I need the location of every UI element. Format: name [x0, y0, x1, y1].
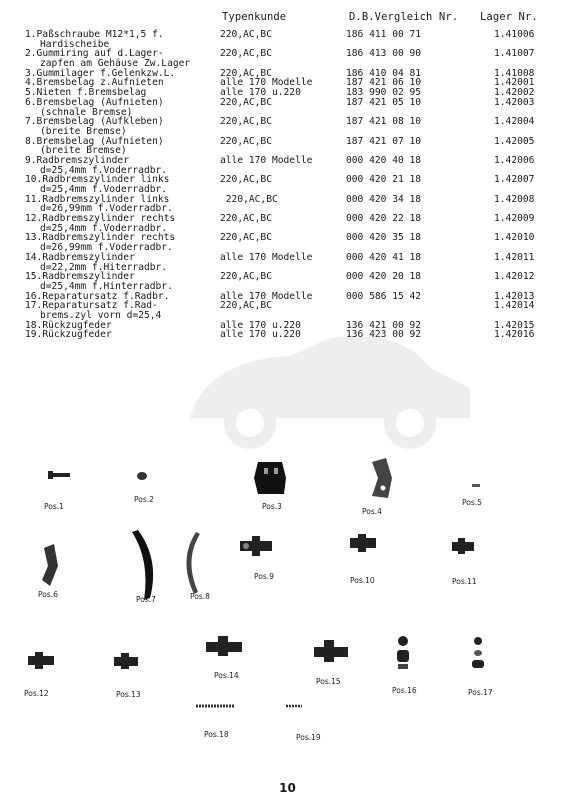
row-lager: 1.41007	[494, 48, 535, 60]
row-lager: 1.42011	[494, 251, 535, 263]
row-db-vergleich: 000 420 21 18	[346, 174, 422, 186]
part-15-cylinder	[314, 640, 348, 662]
row-db-vergleich: 136 421 00 92	[346, 319, 422, 331]
row-description: d=25,4mm f.Voderradbr.	[40, 222, 168, 234]
row-description: (schnale Bremse)	[40, 106, 133, 118]
row-lager: 1.42014	[494, 300, 535, 312]
row-db-vergleich: 187 421 07 10	[346, 135, 422, 147]
pos-label-12: Pos.12	[24, 689, 49, 698]
row-description: Hardischeibe	[40, 38, 110, 50]
row-db-vergleich: 186 413 00 90	[346, 48, 422, 60]
row-db-vergleich: 186 410 04 81	[346, 67, 422, 79]
row-db-vergleich: 187 421 08 10	[346, 116, 422, 128]
row-description: 12.Radbremszylinder rechts	[25, 213, 176, 225]
row-lager: 1.42008	[494, 193, 535, 205]
part-14-cylinder	[206, 636, 242, 656]
pos-label-16: Pos.16	[392, 686, 417, 695]
row-description: d=25,4mm f.Voderradbr.	[40, 164, 168, 176]
row-db-vergleich: 000 420 40 18	[346, 154, 422, 166]
row-lager: 1.42012	[494, 271, 535, 283]
row-description: 19.Rückzugfeder	[25, 329, 112, 341]
row-typenkunde: 220,AC,BC	[220, 29, 272, 40]
row-lager: 1.41008	[494, 67, 535, 79]
row-typenkunde: 220,AC,BC	[220, 232, 272, 244]
row-lager: 1.42009	[494, 213, 535, 225]
row-description: 15.Radbremszylinder	[25, 271, 135, 283]
row-description: 1.Paßschraube M12*1,5 f.	[25, 29, 164, 40]
part-7-curved-lining	[132, 530, 153, 600]
pos-label-9: Pos.9	[254, 572, 274, 581]
row-db-vergleich: 000 420 35 18	[346, 232, 422, 244]
row-description: 13.Radbremszylinder rechts	[25, 232, 176, 244]
row-description: 14.Radbremszylinder	[25, 251, 135, 263]
row-lager: 1.42004	[494, 116, 535, 128]
pos-label-10: Pos.10	[350, 576, 375, 585]
part-10-cylinder	[350, 534, 376, 552]
row-typenkunde: 220,AC,BC	[220, 300, 272, 312]
pos-label-13: Pos.13	[116, 690, 141, 699]
page-number: 10	[279, 781, 296, 795]
part-12-cylinder	[28, 652, 54, 669]
row-lager: 1.42015	[494, 319, 535, 331]
row-description: 5.Nieten f.Bremsbelag	[25, 87, 147, 99]
row-description: (breite Bremse)	[40, 145, 127, 157]
row-typenkunde: 220,AC,BC	[220, 67, 272, 79]
pos-label-17: Pos.17	[468, 688, 493, 697]
row-description: zapfen am Gehäuse Zw.Lager	[40, 58, 191, 70]
row-description: 4.Bremsbelag z.Aufnieten	[25, 77, 164, 89]
row-typenkunde: 220,AC,BC	[220, 135, 272, 147]
row-typenkunde: 220,AC,BC	[220, 213, 272, 225]
pos-label-19: Pos.19	[296, 733, 321, 742]
row-typenkunde: alle 170 u.220	[220, 329, 301, 341]
pos-label-4: Pos.4	[362, 507, 382, 516]
row-typenkunde: 220,AC,BC	[220, 271, 272, 283]
row-lager: 1.42010	[494, 232, 535, 244]
row-db-vergleich: 000 420 41 18	[346, 251, 422, 263]
row-typenkunde: 220,AC,BC	[220, 193, 278, 205]
part-6-lining	[42, 544, 58, 586]
row-typenkunde: alle 170 Modelle	[220, 154, 313, 166]
pos-label-5: Pos.5	[462, 498, 482, 507]
row-typenkunde: alle 170 Modelle	[220, 290, 313, 302]
row-description: 9.Radbremszylinder	[25, 154, 129, 166]
row-description: (breite Bremse)	[40, 125, 127, 137]
row-description: 18.Rückzugfeder	[25, 319, 112, 331]
row-description: 6.Bremsbelag (Aufnieten)	[25, 96, 164, 108]
row-lager: 1.42013	[494, 290, 535, 302]
row-description: brems.zyl vorn d=25,4	[40, 309, 162, 321]
part-2-ring	[137, 472, 147, 480]
header-db-vergleich: D.B.Vergleich Nr.	[349, 11, 459, 23]
row-db-vergleich: 183 990 02 95	[346, 87, 422, 99]
row-db-vergleich: 136 423 00 92	[346, 329, 422, 341]
part-1-bolt	[48, 471, 70, 479]
row-description: 11.Radbremszylinder links	[25, 193, 170, 205]
pos-label-11: Pos.11	[452, 577, 477, 586]
part-9-cylinder	[240, 536, 272, 556]
row-description: d=25,4mm f.Voderradbr.	[40, 184, 168, 195]
pos-label-6: Pos.6	[38, 590, 58, 599]
pos-label-7: Pos.7	[136, 595, 156, 604]
row-db-vergleich: 186 411 00 71	[346, 29, 422, 40]
part-16-kit	[397, 636, 409, 669]
row-description: d=22,2mm f.Hiterradbr.	[40, 261, 168, 273]
row-typenkunde: alle 170 Modelle	[220, 251, 313, 263]
row-typenkunde: 220,AC,BC	[220, 48, 272, 60]
part-4-bracket	[372, 458, 392, 498]
row-typenkunde: alle 170 u.220	[220, 319, 301, 331]
row-description: 10.Radbremszylinder links	[25, 174, 170, 186]
part-13-cylinder	[114, 653, 138, 669]
part-11-cylinder	[452, 538, 474, 554]
header-typenkunde: Typenkunde	[222, 11, 287, 23]
row-description: d=26,99mm f.Voderradbr.	[40, 203, 173, 215]
row-description: 7.Bremsbelag (Aufkleben)	[25, 116, 164, 128]
row-description: 2.Gummiring auf d.Lager-	[25, 48, 164, 60]
row-lager: 1.42001	[494, 77, 535, 89]
pos-label-1: Pos.1	[44, 502, 64, 511]
part-8-arc	[186, 532, 200, 594]
row-db-vergleich: 000 420 20 18	[346, 271, 422, 283]
pos-label-2: Pos.2	[134, 495, 154, 504]
row-db-vergleich: 000 586 15 42	[346, 290, 422, 302]
row-typenkunde: 220,AC,BC	[220, 174, 272, 186]
row-description: d=26,99mm f.Voderradbr.	[40, 242, 173, 254]
row-db-vergleich: 187 421 06 10	[346, 77, 422, 89]
part-5-rivet	[472, 484, 480, 487]
part-3-bearing	[254, 462, 286, 494]
row-description: d=25,4mm f.Hinterradbr.	[40, 280, 173, 292]
row-typenkunde: alle 170 Modelle	[220, 77, 313, 89]
pos-label-14: Pos.14	[214, 671, 239, 680]
header-lager: Lager Nr.	[480, 11, 538, 23]
pos-label-8: Pos.8	[190, 592, 210, 601]
row-db-vergleich: 000 420 22 18	[346, 213, 422, 225]
row-description: 17.Reparatursatz f.Rad-	[25, 300, 158, 312]
row-description: 16.Reparatursatz f.Radbr.	[25, 290, 170, 302]
row-db-vergleich: 000 420 34 18	[346, 193, 422, 205]
row-db-vergleich: 187 421 05 10	[346, 96, 422, 108]
part-17-kit	[472, 637, 484, 668]
pos-label-3: Pos.3	[262, 502, 282, 511]
row-lager: 1.42002	[494, 87, 535, 99]
row-lager: 1.42006	[494, 154, 535, 166]
row-typenkunde: 220,AC,BC	[220, 116, 272, 128]
row-lager: 1.42007	[494, 174, 535, 186]
row-lager: 1.42005	[494, 135, 535, 147]
pos-label-18: Pos.18	[204, 730, 229, 739]
pos-label-15: Pos.15	[316, 677, 341, 686]
row-description: 3.Gummilager f.Gelenkzw.L.	[25, 67, 176, 79]
row-lager: 1.42003	[494, 96, 535, 108]
row-typenkunde: alle 170 u.220	[220, 87, 301, 99]
row-lager: 1.42016	[494, 329, 535, 341]
row-typenkunde: 220,AC,BC	[220, 96, 272, 108]
row-description: 8.Bremsbelag (Aufnieten)	[25, 135, 164, 147]
row-lager: 1.41006	[494, 29, 535, 40]
